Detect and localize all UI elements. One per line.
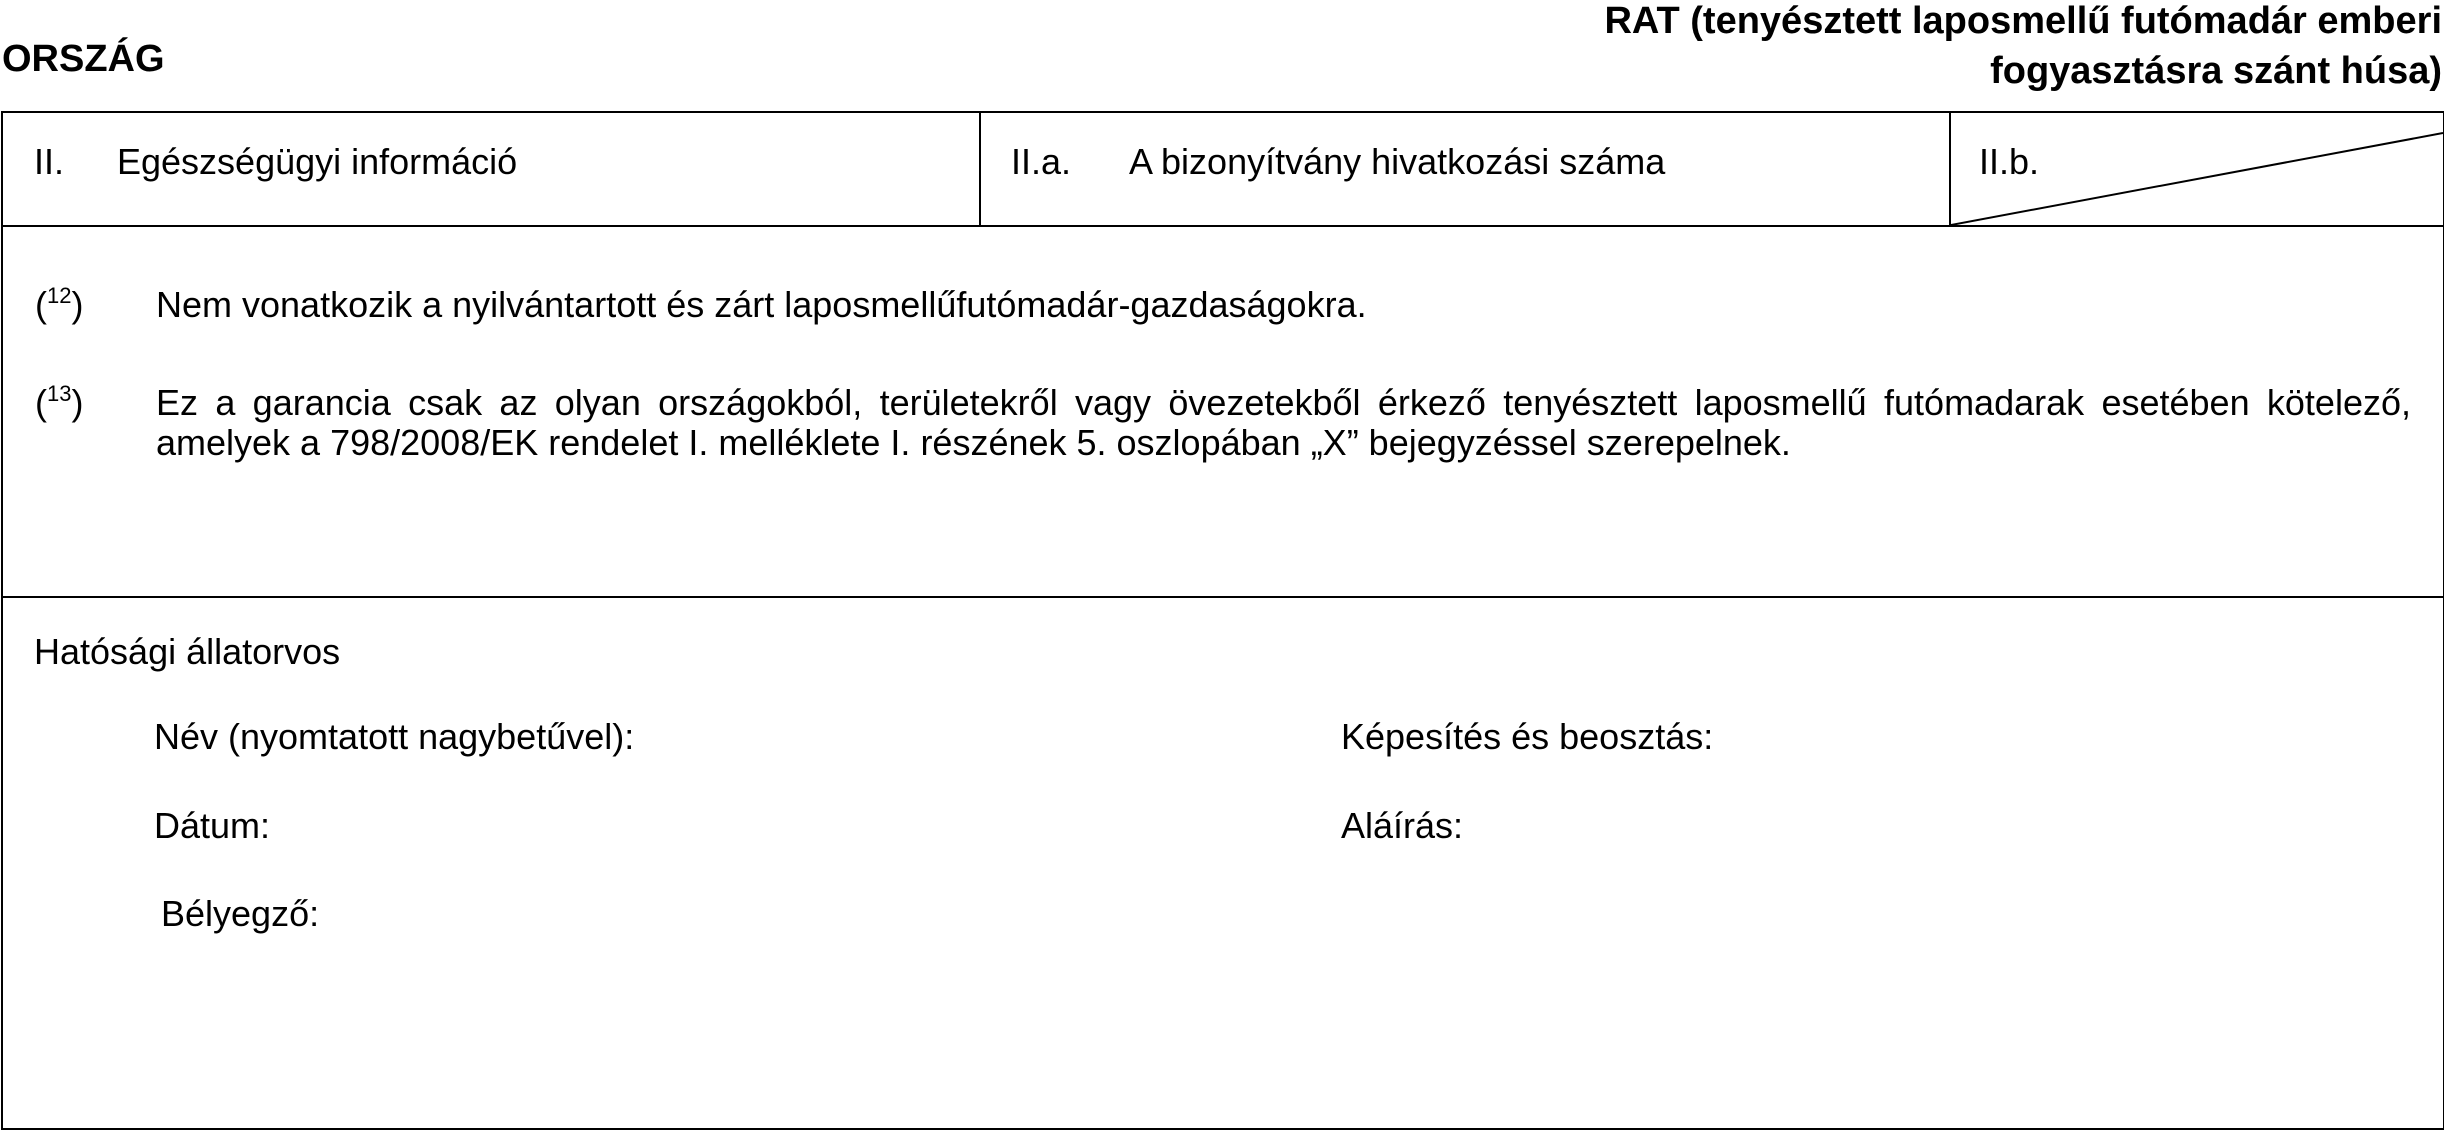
- country-label: ORSZÁG: [2, 38, 165, 80]
- row-divider: [3, 596, 2443, 598]
- footnote-ref: 13: [47, 381, 72, 406]
- row-divider: [3, 225, 2443, 227]
- reference-number: II.a.: [1011, 141, 1072, 182]
- certificate-title: [1604, 0, 2442, 96]
- column-divider: [979, 113, 981, 225]
- certificate-frame: [1, 111, 2444, 1130]
- stamp-label: Bélyegző:: [161, 893, 320, 934]
- signature-label: Aláírás:: [1341, 805, 1464, 846]
- footnote-text: Ez a garancia csak az olyan országokból, területekről vagy övezetekből érkező tenyésztett laposmellű futómadarak esetében kötelező, amelyek a 798/2008/EK rendelet I. melléklete I. részének 5. oszlopában „X” bejegyzéssel szerepelnek.: [156, 382, 2411, 463]
- part-label: Egészségügyi információ: [117, 141, 518, 182]
- name-label: Név (nyomtatott nagybetűvel):: [154, 716, 635, 757]
- footnote-marker: ($^{12}$): [35, 283, 84, 325]
- signature-heading: Hatósági állatorvos: [34, 631, 341, 672]
- certificate-title-line1: RAT (tenyésztett laposmellű futómadár emberi: [1604, 0, 2442, 42]
- footnote-ref: 12: [47, 283, 72, 308]
- date-label: Dátum:: [154, 805, 271, 846]
- part-number: II.: [34, 141, 65, 182]
- diagonal-strike-line: [1951, 113, 2443, 225]
- qualification-label: Képesítés és beosztás:: [1341, 716, 1714, 757]
- iib-number: II.b.: [1979, 141, 2040, 182]
- reference-label: A bizonyítvány hivatkozási száma: [1129, 141, 1666, 182]
- footnote-text: Nem vonatkozik a nyilvántartott és zárt laposmellűfutómadár-gazdaságokra.: [156, 284, 1367, 325]
- certificate-title-line2: fogyasztásra szánt húsa): [1990, 50, 2442, 92]
- footnote-marker: ($^{13}$): [35, 381, 84, 423]
